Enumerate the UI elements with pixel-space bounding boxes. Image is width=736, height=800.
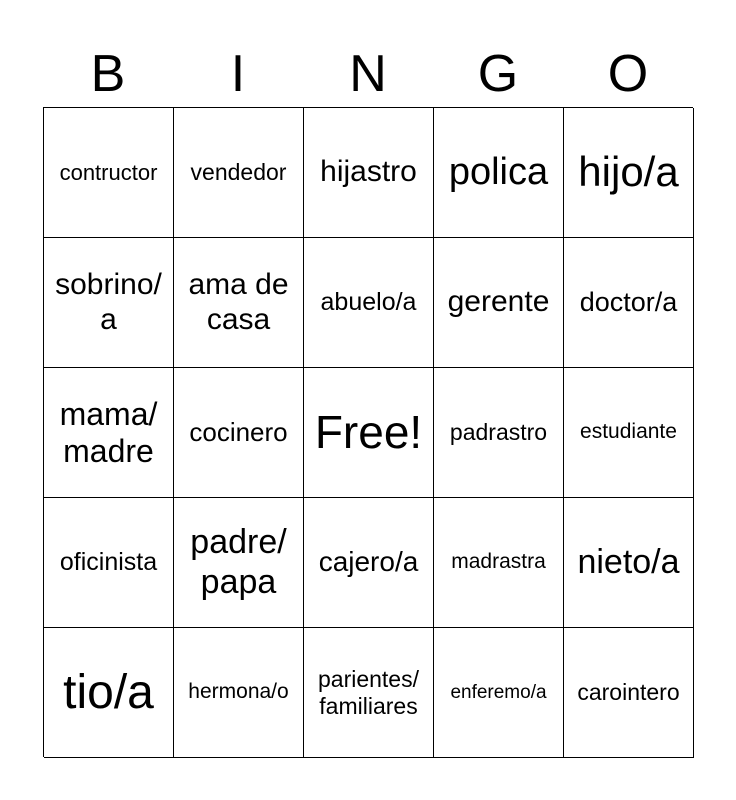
bingo-cell[interactable]: gerente — [434, 238, 564, 368]
bingo-cell[interactable]: oficinista — [44, 498, 174, 628]
bingo-cell[interactable]: vendedor — [174, 108, 304, 238]
bingo-header — [43, 42, 693, 106]
bingo-cell[interactable]: parientes/ familiares — [304, 628, 434, 758]
bingo-cell[interactable]: hijastro — [304, 108, 434, 238]
bingo-cell[interactable]: tio/a — [44, 628, 174, 758]
bingo-cell[interactable]: polica — [434, 108, 564, 238]
bingo-cell[interactable]: hijo/a — [564, 108, 694, 238]
bingo-cell[interactable]: padrastro — [434, 368, 564, 498]
bingo-cell[interactable]: padre/ papa — [174, 498, 304, 628]
header-letter-b: B — [90, 45, 126, 103]
bingo-cell[interactable]: estudiante — [564, 368, 694, 498]
bingo-cell[interactable]: enferemo/a — [434, 628, 564, 758]
bingo-cell[interactable]: nieto/a — [564, 498, 694, 628]
bingo-cell[interactable]: abuelo/a — [304, 238, 434, 368]
bingo-cell[interactable]: cocinero — [174, 368, 304, 498]
bingo-grid — [43, 107, 693, 757]
header-letter-n: N — [349, 45, 387, 103]
bingo-cell[interactable]: hermona/o — [174, 628, 304, 758]
free-space-cell[interactable]: Free! — [304, 368, 434, 498]
bingo-cell[interactable]: contructor — [44, 108, 174, 238]
bingo-cell[interactable]: madrastra — [434, 498, 564, 628]
bingo-cell[interactable]: cajero/a — [304, 498, 434, 628]
header-letter-i: I — [230, 45, 246, 103]
header-letter-o: O — [607, 45, 649, 103]
bingo-cell[interactable]: sobrino/ a — [44, 238, 174, 368]
bingo-cell[interactable]: doctor/a — [564, 238, 694, 368]
header-letter-g: G — [477, 45, 519, 103]
bingo-cell[interactable]: carointero — [564, 628, 694, 758]
bingo-cell[interactable]: mama/ madre — [44, 368, 174, 498]
bingo-cell[interactable]: ama de casa — [174, 238, 304, 368]
